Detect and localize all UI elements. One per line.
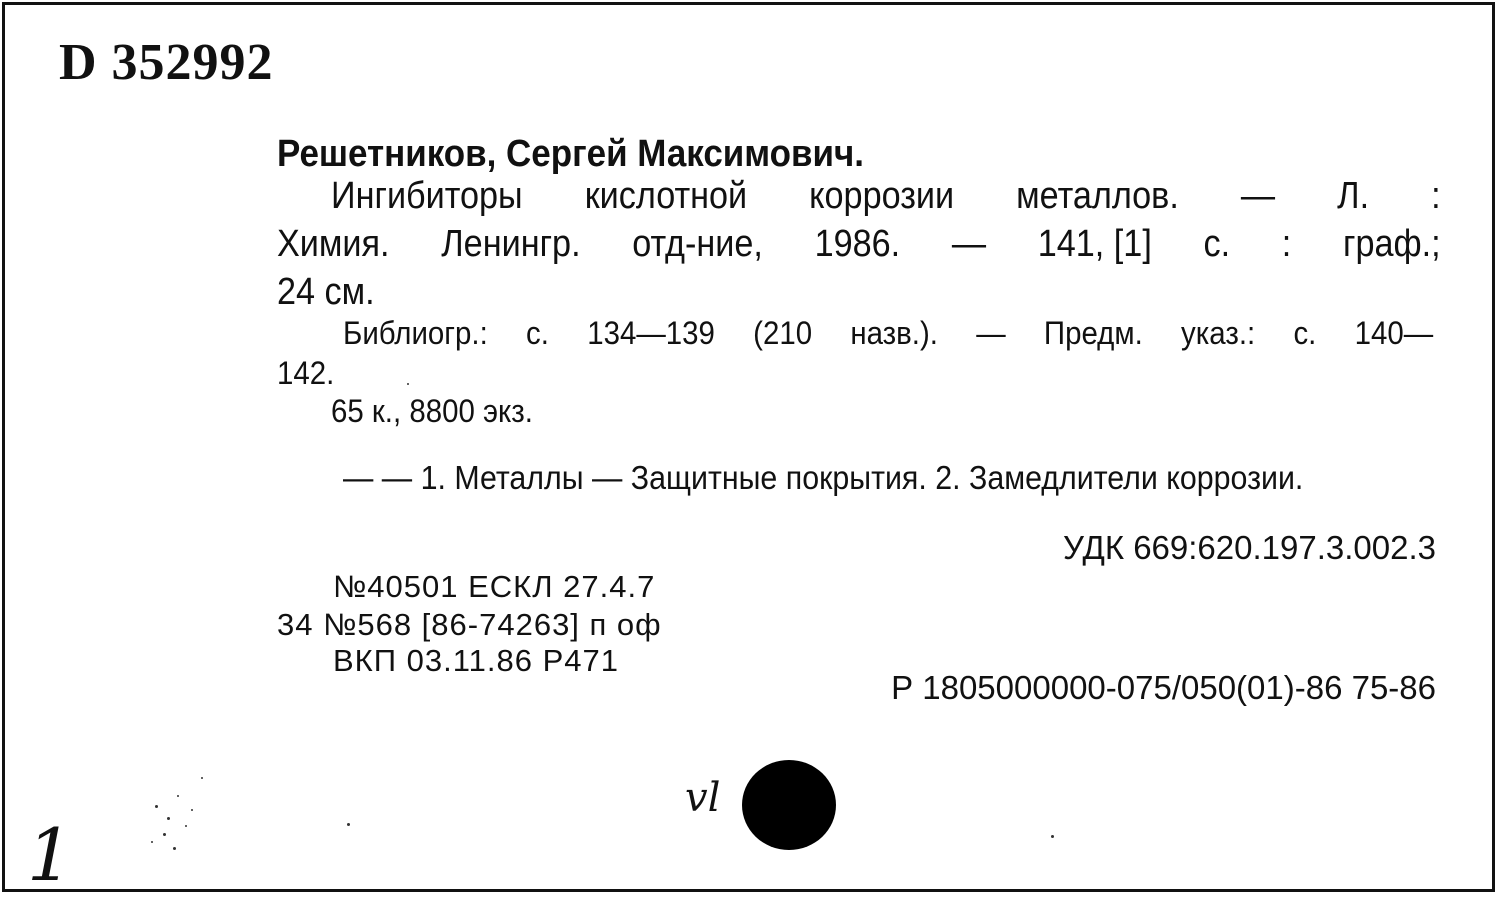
publication-word: 141, [1] — [1037, 223, 1152, 265]
bibliography-word: с. — [1293, 315, 1317, 351]
bibliography-word: 140— — [1354, 315, 1434, 351]
title-word: кислотной — [584, 175, 748, 217]
bibliography-word: — — [976, 315, 1006, 351]
stamp-line-3: ВКП 03.11.86 Р471 — [333, 643, 620, 678]
bibliography-word: указ.: — [1181, 315, 1256, 351]
udk-code: УДК 669:620.197.3.002.3 — [1062, 529, 1436, 566]
publication-word: : — [1281, 223, 1292, 265]
title-word: металлов. — [1016, 175, 1179, 217]
title-word: Л. — [1337, 175, 1370, 217]
bibliography-word: (210 — [753, 315, 813, 351]
title-word: : — [1431, 175, 1441, 217]
bibliography-line — [343, 315, 1433, 352]
handwritten-mark: vl — [685, 775, 721, 821]
publication-word: Ленингр. — [441, 223, 581, 265]
bibliography-word: Библиогр.: — [343, 315, 488, 351]
publication-word: с. — [1203, 223, 1231, 265]
title-word: — — [1240, 175, 1276, 217]
handwritten-number: 1 — [27, 813, 73, 897]
publication-word: Химия. — [277, 223, 390, 265]
bibliography-continuation: 142. — [277, 355, 335, 391]
bibliography-word: с. — [526, 315, 549, 351]
black-dot-mark — [742, 760, 836, 850]
title-line — [331, 175, 1441, 218]
subject-headings: — — 1. Металлы — Защитные покрытия. 2. Замедлители коррозии. — [343, 459, 1304, 496]
price-print-run: 65 к., 8800 экз. — [331, 393, 533, 429]
inventory-number: D 352992 — [59, 34, 274, 91]
publication-word: отд-ние, — [632, 223, 763, 265]
title-word: коррозии — [809, 175, 955, 217]
bibliography-word: 134—139 — [587, 315, 715, 351]
bibliography-word: Предм. — [1043, 315, 1143, 351]
publication-line — [277, 223, 1441, 266]
publication-word: граф.; — [1342, 223, 1441, 265]
title-word: Ингибиторы — [331, 175, 523, 217]
catalog-card — [2, 2, 1495, 897]
size-line: 24 см. — [277, 271, 375, 313]
stamp-line-2: 34 №568 [86-74263] п оф — [277, 607, 662, 642]
stamp-line-1: №40501 ЕСКЛ 27.4.7 — [333, 569, 656, 604]
catalog-code: Р 1805000000-075/050(01)-86 75-86 — [891, 669, 1436, 706]
publication-word: — — [951, 223, 987, 265]
publication-word: 1986. — [814, 223, 901, 265]
bibliography-word: назв.). — [850, 315, 938, 351]
author-heading: Решетников, Сергей Максимович. — [277, 133, 865, 175]
